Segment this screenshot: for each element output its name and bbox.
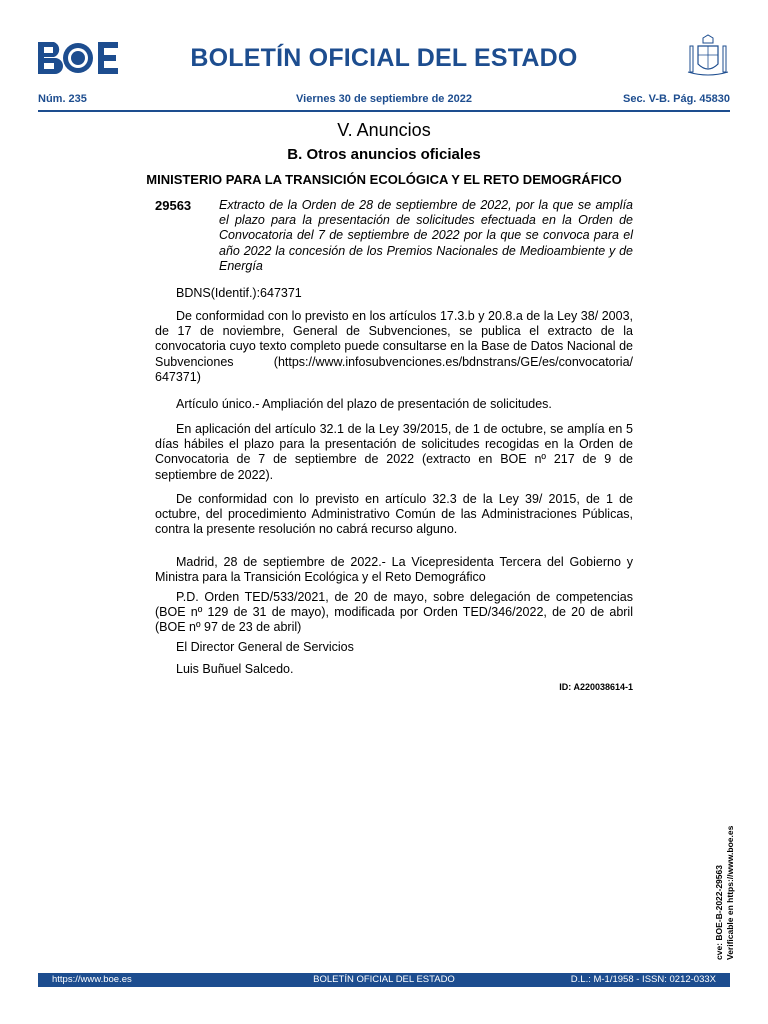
body-paragraph: En aplicación del artículo 32.1 de la Ley 39/2015, de 1 de octubre, se amplía en 5 días hábiles el plazo para la presentación de solicitudes recogidas en la Orden de Convocatoria de 7 de septiembre de 2022 (extracto en BOE nº 217 de 9 de septiembre de 2022).	[155, 422, 633, 482]
verification-code	[714, 800, 736, 960]
section-subtitle: B. Otros anuncios oficiales	[287, 146, 481, 163]
bdns-identifier: BDNS(Identif.):647371	[176, 286, 302, 300]
footer-legal: D.L.: M-1/1958 - ISSN: 0212-033X	[570, 974, 716, 985]
delegation-note: P.D. Orden TED/533/2021, de 20 de mayo, sobre delegación de competencias (BOE nº 129 de 31 de mayo), modificada por Orden TED/346/2022, de 20 de abril (BOE nº 97 de 23 de abril)	[155, 590, 633, 635]
signatory-name: Luis Buñuel Salcedo.	[176, 662, 294, 676]
section-page: Sec. V-B. Pág. 45830	[622, 93, 730, 105]
bulletin-title: BOLETÍN OFICIAL DEL ESTADO	[190, 44, 578, 72]
footer-url-link[interactable]: https://www.boe.es	[52, 974, 132, 985]
footer-bar	[38, 973, 730, 987]
ministry-heading: MINISTERIO PARA LA TRANSICIÓN ECOLÓGICA Y EL RETO DEMOGRÁFICO	[146, 172, 622, 187]
signature-place-date: Madrid, 28 de septiembre de 2022.- La Vicepresidenta Tercera del Gobierno y Ministra para la Transición Ecológica y el Reto Demográfico	[155, 555, 633, 585]
footer-title: BOLETÍN OFICIAL DEL ESTADO	[313, 974, 455, 985]
announcement-summary: Extracto de la Orden de 28 de septiembre de 2022, por la que se amplía el plazo para la presentación de solicitudes efectuada en la Orden de Convocatoria del 7 de septiembre de 2022 por la que se convoca para el año 2022 la concesión de los Premios Nacionales de Medioambiente y de Energía	[219, 198, 633, 273]
document-id: ID: A220038614-1	[559, 682, 633, 692]
header-divider	[38, 110, 730, 112]
cve-code: cve: BOE-B-2022-29563	[714, 865, 724, 960]
coat-of-arms-icon	[686, 34, 730, 78]
announcement-number: 29563	[155, 198, 192, 213]
verify-link[interactable]: Verificable en https://www.boe.es	[725, 825, 735, 960]
issue-number: Núm. 235	[38, 93, 87, 105]
section-title: V. Anuncios	[337, 120, 431, 140]
issue-date: Viernes 30 de septiembre de 2022	[296, 93, 472, 105]
signatory-title: El Director General de Servicios	[176, 640, 354, 654]
body-paragraph: De conformidad con lo previsto en los artículos 17.3.b y 20.8.a de la Ley 38/ 2003, de 17 de noviembre, General de Subvenciones, se publica el extracto de la convocatoria cuyo texto completo puede consultarse en la Base de Datos Nacional de Subvenciones (https://www.infosubvenciones.es/bdnstrans/GE/es/convocatoria/ 647371)	[155, 309, 633, 384]
body-paragraph: Artículo único.- Ampliación del plazo de presentación de solicitudes.	[176, 397, 552, 411]
body-paragraph: De conformidad con lo previsto en artículo 32.3 de la Ley 39/ 2015, de 1 de octubre, del procedimiento Administrativo Común de las Administraciones Públicas, contra la presente resolución no cabrá recurso alguno.	[155, 492, 633, 537]
